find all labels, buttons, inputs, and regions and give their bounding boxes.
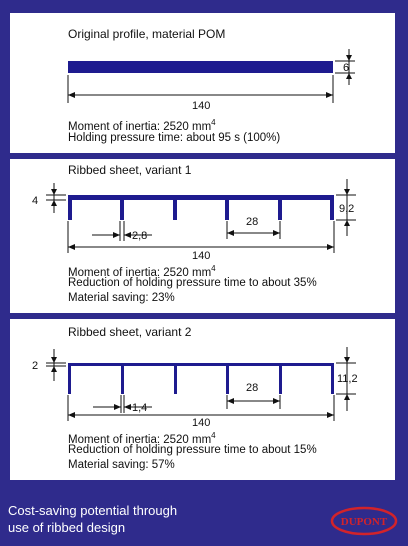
rib <box>68 363 71 394</box>
ribbed-sheet <box>68 195 334 200</box>
rib-height-label: 9,2 <box>339 203 355 215</box>
material-saving-text: Material saving: 23% <box>68 292 175 304</box>
rib <box>173 195 177 220</box>
rib-width-label: 2,8 <box>132 230 148 242</box>
rib <box>278 195 282 220</box>
rib <box>120 195 124 220</box>
rib <box>68 195 72 220</box>
caption-line: use of ribbed design <box>8 520 126 535</box>
rib-height-label: 11,2 <box>337 373 358 385</box>
holding-time-text: Reduction of holding pressure time to about 15% <box>68 444 317 456</box>
panel-title: Ribbed sheet, variant 1 <box>68 163 192 177</box>
rib <box>174 363 177 394</box>
width-label: 140 <box>192 417 211 429</box>
inertia-text: Moment of inertia: 2520 $mm^4$ <box>68 431 216 446</box>
rib-pitch-label: 28 <box>246 216 259 228</box>
caption-line: Cost-saving potential through <box>8 503 178 518</box>
rib <box>226 363 229 394</box>
holding-time-text: Reduction of holding pressure time to about 35% <box>68 277 317 289</box>
thickness-label: 6 <box>343 62 350 74</box>
rib <box>225 195 229 220</box>
width-label: 140 <box>192 250 211 262</box>
solid-profile-bar <box>68 61 333 73</box>
material-saving-text: Material saving: 57% <box>68 459 175 471</box>
rib <box>330 195 334 220</box>
rib <box>279 363 282 394</box>
logo-text: DUPONT <box>340 516 388 528</box>
holding-time-text: Holding pressure time: about 95 s (100%) <box>68 132 281 144</box>
inertia-text: Moment of inertia: 2520 $mm^4$ <box>68 118 216 133</box>
variant2-panel <box>10 319 395 480</box>
rib-width-label: 1,4 <box>132 402 148 414</box>
sheet-thickness-label: 4 <box>32 195 39 207</box>
panel-title: Ribbed sheet, variant 2 <box>68 325 192 339</box>
width-label: 140 <box>192 100 211 112</box>
inertia-text: Moment of inertia: 2520 $mm^4$ <box>68 264 216 279</box>
variant1-panel <box>10 159 395 313</box>
sheet-thickness-label: 2 <box>32 360 39 372</box>
caption <box>8 502 268 536</box>
original-profile-panel <box>10 13 395 153</box>
rib <box>331 363 334 394</box>
dupont-logo <box>330 506 398 536</box>
rib-pitch-label: 28 <box>246 382 259 394</box>
ribbed-sheet <box>68 363 334 366</box>
rib <box>121 363 124 394</box>
panel-title: Original profile, material POM <box>68 27 226 41</box>
